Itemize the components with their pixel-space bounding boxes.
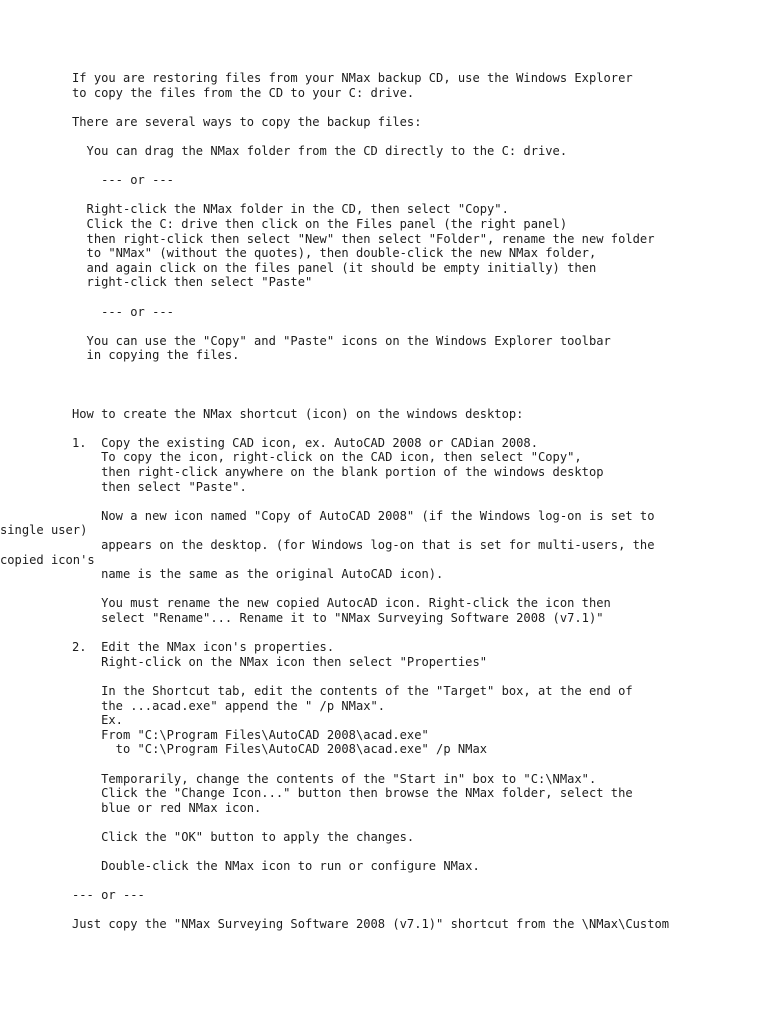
text-line [72, 903, 669, 918]
document-text [0, 71, 670, 932]
text-line: You must rename the new copied AutocAD icon. Right-click the icon then [72, 596, 611, 611]
text-line: Right-click on the NMax icon then select "Properties" [72, 654, 488, 669]
text-line [72, 757, 669, 772]
text-line [72, 392, 669, 407]
text-line: --- or --- [72, 173, 174, 188]
text-line [72, 129, 669, 144]
text-line: --- or --- [72, 888, 145, 903]
text-line: then right-click then select "New" then select "Folder", rename the new folder [72, 231, 655, 246]
text-line: You can drag the NMax folder from the CD directly to the C: drive. [72, 143, 568, 158]
text-line [72, 494, 669, 509]
text-line: How to create the NMax shortcut (icon) on the windows desktop: [72, 406, 524, 421]
text-line [72, 815, 669, 830]
text-line: Just copy the "NMax Surveying Software 2008 (v7.1)" shortcut from the \NMax\Custom [72, 917, 670, 932]
text-line: 1. Copy the existing CAD icon, ex. AutoCAD 2008 or CADian 2008. [72, 435, 538, 450]
text-line: then right-click anywhere on the blank portion of the windows desktop [72, 465, 604, 480]
text-line: right-click then select "Paste" [72, 275, 313, 290]
text-line [72, 626, 669, 641]
text-line: single user) [0, 523, 88, 538]
text-line [72, 290, 669, 305]
text-line [72, 582, 669, 597]
text-line: to "C:\Program Files\AutoCAD 2008\acad.exe" /p NMax [72, 742, 488, 757]
text-line [72, 100, 669, 115]
text-line [72, 844, 669, 859]
text-line: name is the same as the original AutoCAD icon). [72, 567, 444, 582]
text-line [72, 421, 669, 436]
text-line: Ex. [72, 713, 123, 728]
text-line: copied icon's [0, 552, 95, 567]
text-line: From "C:\Program Files\AutoCAD 2008\acad.exe" [72, 727, 429, 742]
text-line: the ...acad.exe" append the " /p NMax". [72, 698, 386, 713]
text-line: Now a new icon named "Copy of AutoCAD 2008" (if the Windows log-on is set to [72, 508, 655, 523]
text-line [72, 188, 669, 203]
text-line: then select "Paste". [72, 479, 247, 494]
text-line: appears on the desktop. (for Windows log-on that is set for multi-users, the [72, 538, 655, 552]
text-line: Click the "Change Icon..." button then browse the NMax folder, select the [72, 786, 633, 801]
text-line [72, 319, 669, 334]
text-line: select "Rename"... Rename it to "NMax Surveying Software 2008 (v7.1)" [72, 610, 604, 625]
text-line: Temporarily, change the contents of the "Start in" box to "C:\NMax". [72, 771, 597, 786]
text-line: There are several ways to copy the backup files: [72, 114, 422, 129]
text-line: to copy the files from the CD to your C: drive. [72, 85, 415, 100]
text-line: You can use the "Copy" and "Paste" icons on the Windows Explorer toolbar [72, 333, 611, 348]
text-line: blue or red NMax icon. [72, 800, 262, 815]
text-line: and again click on the files panel (it should be empty initially) then [72, 260, 597, 275]
text-line: Click the "OK" button to apply the changes. [72, 829, 415, 844]
text-line: In the Shortcut tab, edit the contents of the "Target" box, at the end of [72, 683, 633, 698]
text-line: To copy the icon, right-click on the CAD icon, then select "Copy", [72, 450, 582, 465]
text-line [72, 874, 669, 889]
text-line: Click the C: drive then click on the Files panel (the right panel) [72, 216, 568, 231]
text-line: Right-click the NMax folder in the CD, then select "Copy". [72, 202, 509, 217]
text-line [72, 377, 669, 392]
text-line [72, 669, 669, 684]
text-line: Double-click the NMax icon to run or configure NMax. [72, 859, 480, 874]
text-line: to "NMax" (without the quotes), then double-click the new NMax folder, [72, 246, 597, 261]
text-line: --- or --- [72, 304, 174, 319]
text-line [72, 159, 669, 174]
text-line [72, 363, 669, 378]
text-line: If you are restoring files from your NMax backup CD, use the Windows Explorer [72, 71, 633, 85]
text-line: in copying the files. [72, 348, 240, 363]
text-line: 2. Edit the NMax icon's properties. [72, 640, 335, 655]
